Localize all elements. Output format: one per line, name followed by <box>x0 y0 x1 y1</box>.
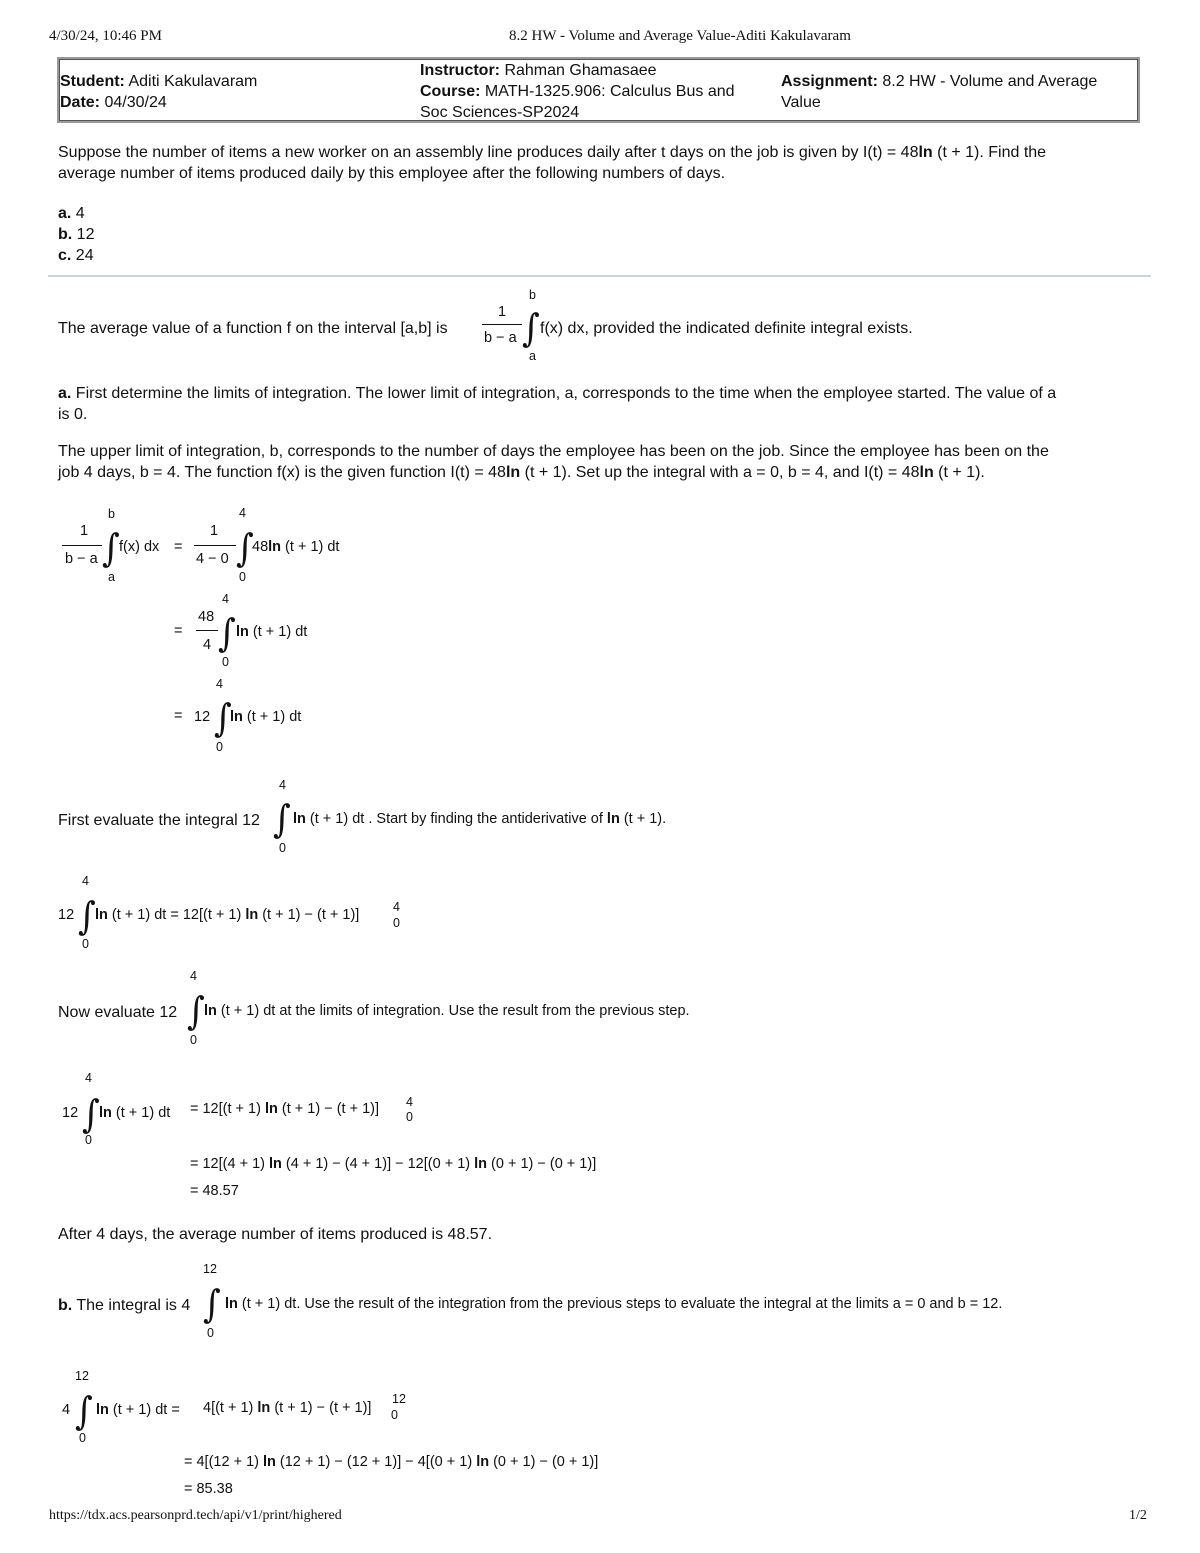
fraction-bar <box>482 324 522 325</box>
frac-numerator: 1 <box>498 304 507 320</box>
integral-sign: ∫ <box>81 1092 100 1136</box>
integral-sign: ∫ <box>74 1389 93 1433</box>
course-info: Instructor: Rahman Ghamasaee Course: MATH-1325.906: Calculus Bus and Soc Sciences-SP2024 <box>420 62 735 121</box>
part-b: b. 12 <box>58 226 95 243</box>
course-name: MATH-1325.906: Calculus Bus and <box>484 83 735 100</box>
lower-limit: a <box>529 349 536 363</box>
date-value: 04/30/24 <box>104 94 167 111</box>
student-info: Student: Aditi Kakulavaram Date: 04/30/24 <box>60 73 258 111</box>
problem-parts <box>58 203 94 266</box>
assignment-name: 8.2 HW - Volume and Average <box>882 73 1098 90</box>
part-a-explanation: a. First determine the limits of integration. The lower limit of integration, a, corresponds to the time when the employee started. The value of a is 0. <box>58 385 1057 423</box>
frac-denominator: b − a <box>484 330 517 346</box>
average-value-intro: The average value of a function f on the interval [a,b] is <box>58 320 448 337</box>
instructor-name: Rahman Ghamasaee <box>504 62 657 79</box>
average-value-tail: f(x) dx, provided the indicated definite integral exists. <box>540 320 913 337</box>
upper-limit: b <box>529 288 536 302</box>
result-48-57: = 48.57 <box>190 1183 239 1199</box>
footer-url[interactable]: https://tdx.acs.pearsonprd.tech/api/v1/print/highered <box>49 1508 342 1523</box>
integral-sign: ∫ <box>272 797 291 841</box>
integral-sign: ∫ <box>521 306 540 350</box>
problem-statement: Suppose the number of items a new worker on an assembly line produces daily after t days on the job is given by I(t) = 48ln (t + 1). Find the average number of items produced daily by this employee after the following numbers of days. <box>58 144 1047 182</box>
integral-sign: ∫ <box>213 696 232 740</box>
assignment-info: Assignment: 8.2 HW - Volume and Average Value <box>781 73 1098 111</box>
integral-sign: ∫ <box>217 611 236 655</box>
document-title: 8.2 HW - Volume and Average Value-Aditi Kakulavaram <box>509 28 851 44</box>
integral-sign: ∫ <box>235 526 254 570</box>
after-4-days: After 4 days, the average number of items produced is 48.57. <box>58 1226 493 1243</box>
integral-sign: ∫ <box>77 894 96 938</box>
print-datetime: 4/30/24, 10:46 PM <box>49 28 162 44</box>
result-85-38: = 85.38 <box>184 1481 233 1497</box>
integral-sign: ∫ <box>186 989 205 1033</box>
integral-sign: ∫ <box>101 526 120 570</box>
student-name: Aditi Kakulavaram <box>128 73 258 90</box>
part-a: a. 4 <box>58 205 85 222</box>
part-c: c. 24 <box>58 247 94 264</box>
section-divider <box>48 275 1151 277</box>
page-number: 1/2 <box>1129 1508 1147 1523</box>
upper-limit-explanation: The upper limit of integration, b, corresponds to the number of days the employee has been on the job. Since the employee has been on the job 4 days, b = 4. The function f(x) is the given function I(t) = 48ln (t + 1). Set up the integral with a = 0, b = 4, and I(t) = 48ln (t + 1). <box>58 443 1049 481</box>
integral-sign: ∫ <box>202 1282 221 1326</box>
